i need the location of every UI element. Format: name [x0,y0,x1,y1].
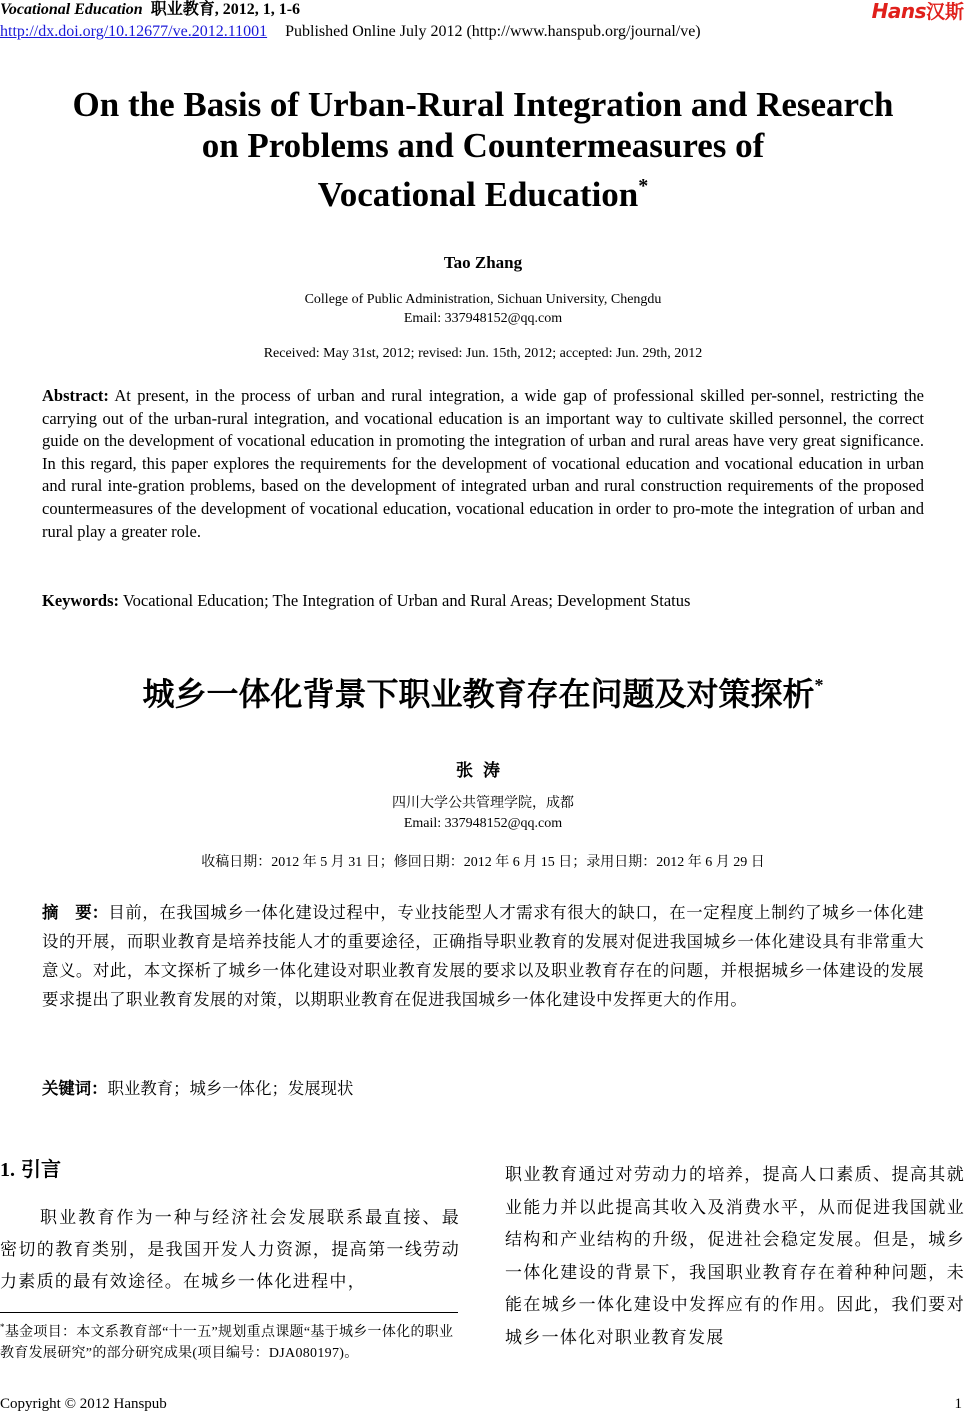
abstract-text-cn: 目前，在我国城乡一体化建设过程中，专业技能型人才需求有很大的缺口，在一定程度上制约了城乡一体化建设的开展，而职业教育是培养技能人才的重要途径，正确指导职业教育的发展对促进我国城乡一体化建设具有非常重大意义。对此，本文探析了城乡一体化建设对职业教育发展的要求以及职业教育存在的问题，并根据城乡一体建设的发展要求提出了职业教育发展的对策，以期职业教育在促进我国城乡一体化建设中发挥更大的作用。 [42,903,924,1009]
keywords-text-cn: 职业教育；城乡一体化；发展现状 [107,1079,354,1098]
affiliation-text-en: College of Public Administration, Sichuan University, Chengdu [304,292,662,307]
english-title-line: on Problems and Countermeasures of [201,126,765,165]
email-cn: Email: 337948152@qq.com [403,816,563,831]
hans-logo [872,0,964,24]
english-title-line: On the Basis of Urban-Rural Integration and Research [72,85,894,124]
body-paragraph: 职业教育通过对劳动力的培养，提高人口素质、提高其就业能力并以此提高其收入及消费水平，从而促进我国就业结构和产业结构的升级，促进社会稳定发展。但是，城乡一体化建设的背景下，我国职业教育存在着种种问题，未能在城乡一体化建设中发挥应有的作用。因此，我们要对城乡一体化对职业教育发展 [505,1165,965,1347]
page-number: 1 [954,1396,962,1412]
affiliation-en [0,290,966,328]
body-left-column [0,1202,460,1298]
footnote-text: 基金项目：本文系教育部“十一五”规划重点课题“基于城乡一体化的职业教育发展研究”的部分研究成果(项目编号：DJA080197)。 [0,1325,454,1361]
journal-issue: 职业教育, 2012, 1, 1-6 [150,1,301,18]
published-online-text: Published Online July 2012 (http://www.hanspub.org/journal/ve) [285,23,701,40]
chinese-title-text: 城乡一体化背景下职业教育存在问题及对策探析 [142,675,815,713]
abstract-en [42,385,924,543]
author-name-en: Tao Zhang [443,253,523,272]
english-title-line: Vocational Education* [317,175,649,214]
footnote [0,1317,462,1364]
dates-en: Received: May 31st, 2012; revised: Jun. 15th, 2012; accepted: Jun. 29th, 2012 [263,346,703,361]
english-title [0,84,966,215]
section-number: 1. [0,1159,15,1181]
keywords-label-en: Keywords: [42,591,119,610]
footnote-mark: * [0,1322,5,1332]
doi-link[interactable]: http://dx.doi.org/10.12677/ve.2012.11001 [0,23,268,40]
journal-name: Vocational Education [0,1,143,18]
abstract-cn [42,898,924,1014]
chinese-title [0,664,966,715]
section-heading [0,1156,61,1183]
keywords-text-en: Vocational Education; The Integration of Urban and Rural Areas; Development Status [122,591,691,610]
abstract-text-en: At present, in the process of urban and rural integration, a wide gap of professional skilled per-sonnel, restricting the carrying out of the urban-rural integration, and vocational education is an important way to cultivate skilled personnel, the correct guide on the development of vocational education in promoting the integration of urban and rural areas have very great significance. In this regard, this paper explores the requirements for the development of vocational education and vocational education in urban and rural inte-gration problems, based on the development of integrated urban and rural construction requirements of the proposed countermeasures of the development of vocational education, vocational education in order to pro-mote the integration of urban and rural play a greater role. [42,386,925,541]
keywords-cn [42,1077,924,1101]
title-footnote-mark-cn: * [814,675,824,695]
logo-latin: Hans [871,0,926,23]
dates-cn: 收稿日期：2012 年 5 月 31 日；修回日期：2012 年 6 月 15 日；录用日期：2012 年 6 月 29 日 [201,855,765,870]
title-footnote-mark: * [638,175,649,197]
doi-line [0,22,701,42]
email-en: Email: 337948152@qq.com [403,311,563,326]
author-name-cn: 张涛 [456,761,510,781]
journal-header [0,0,300,20]
keywords-label-cn: 关键词： [42,1079,108,1098]
body-right-column [505,1159,965,1354]
section-title: 引言 [21,1157,61,1181]
footnote-divider [0,1312,458,1313]
abstract-label-en: Abstract: [42,386,109,405]
affiliation-text-cn: 四川大学公共管理学院，成都 [392,796,574,811]
abstract-label-cn: 摘 要： [42,903,109,922]
logo-cn: 汉斯 [925,1,964,23]
keywords-en [42,590,924,612]
affiliation-cn [0,794,966,834]
copyright-footer: Copyright © 2012 Hanspub [0,1396,167,1412]
body-paragraph: 职业教育作为一种与经济社会发展联系最直接、最密切的教育类别，是我国开发人力资源，提高第一线劳动力素质的最有效途径。在城乡一体化进程中， [0,1208,460,1291]
